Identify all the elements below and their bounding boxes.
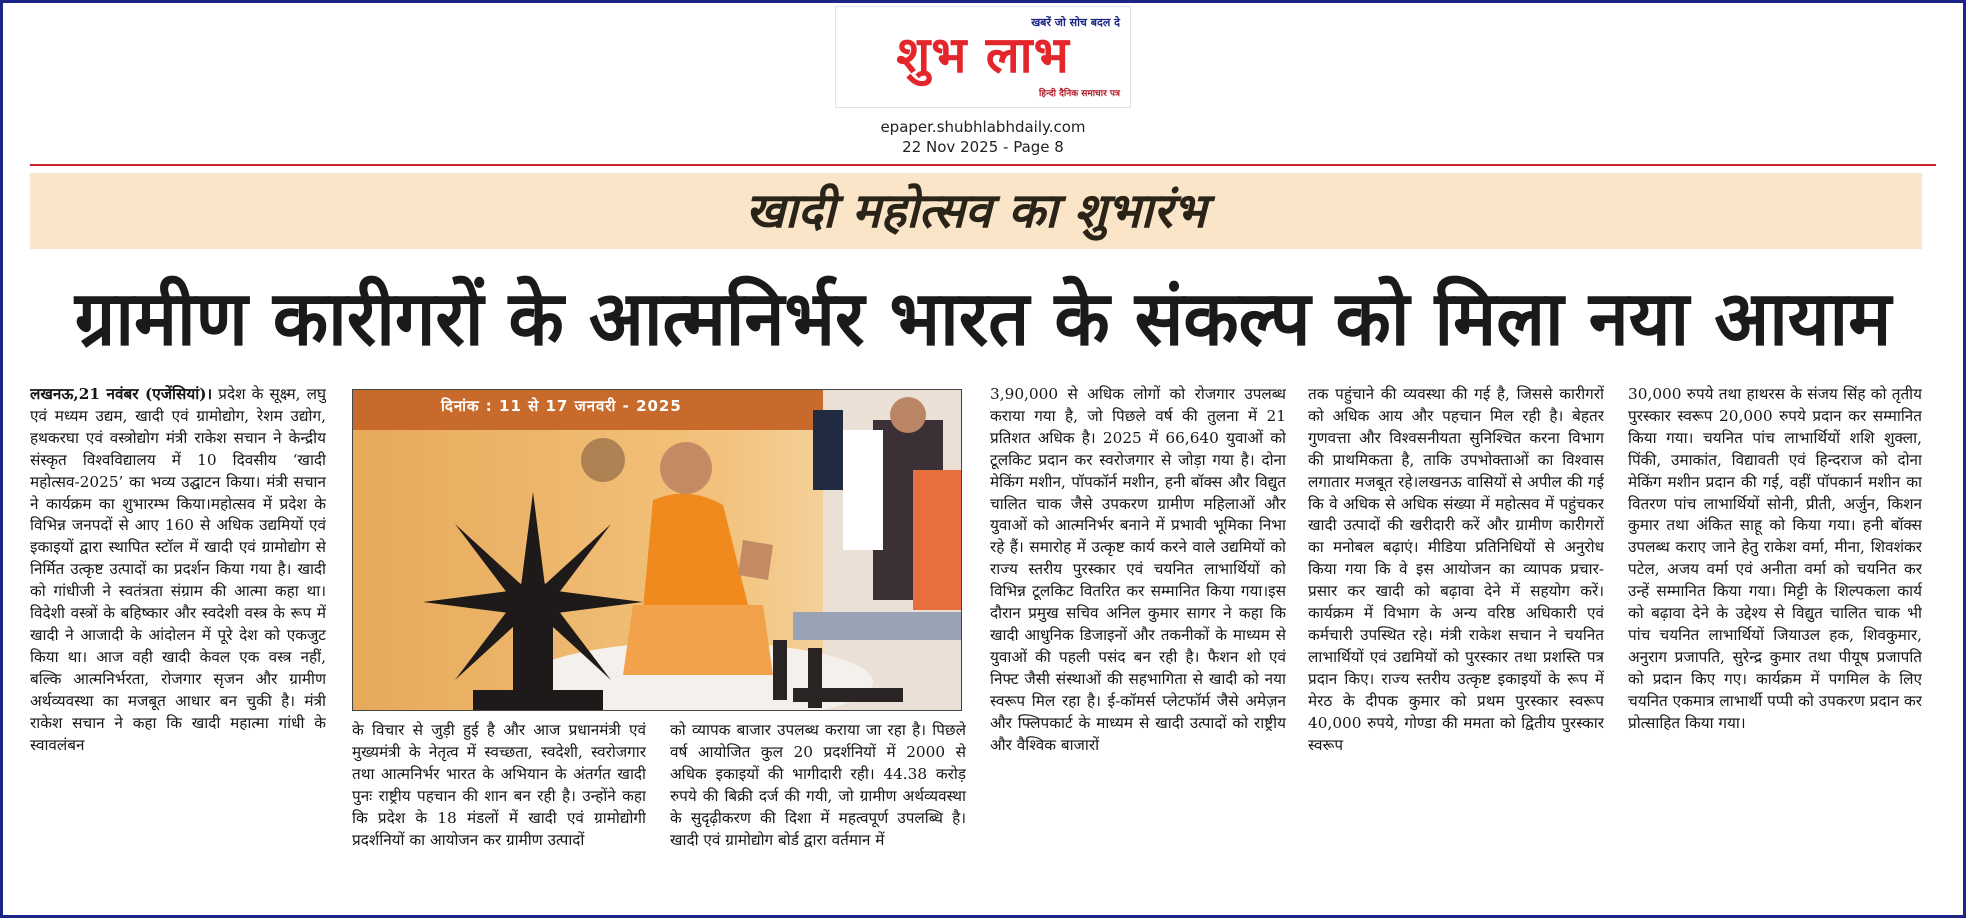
- photo-banner-text: दिनांक : 11 से 17 जनवरी - 2025: [441, 397, 682, 415]
- logo-subline: हिन्दी दैनिक समाचार पत्र: [1038, 89, 1120, 99]
- article-dateline: लखनऊ,21 नवंबर (एजेंसियां)।: [30, 385, 213, 403]
- column-6-text: 30,000 रुपये तथा हाथरस के संजय सिंह को तृतीय पुरस्कार स्वरूप 20,000 रुपये प्रदान कर सम्मानित किया गया। चयनित पांच लाभार्थियों शशि शुक्ला, पिंकी, उमाकांत, विद्यावती एवं हिन्दराज को दोना मेकिंग मशीन प्रदान की गई, वहीं पॉपकार्न मशीन का वितरण पांच लाभार्थियों सोनी, प्रीती, अर्जुन, किशन कुमार तथा अंकित साहू को किया गया। हनी बॉक्स उपलब्ध कराए जाने हेतु राकेश वर्मा, मीना, शिवशंकर पटेल, अजय वर्मा एवं अनीता वर्मा को चयनित कर उन्हें सम्मानित किया गया। मिट्टी के शिल्पकला कार्य को बढ़ावा देने के उद्देश्य से विद्युत चालित चाक भी पांच चयनित लाभार्थियों जियाउल हक, शिवकुमार, अनुराग प्रजापति, सुरेन्द्र कुमार तथा पीयूष प्रजापति को प्रदान किए गए। कार्यक्रम में पगमिल के लिए चयनित एकमात्र लाभार्थी पप्पी को उपकरण प्रदान कर प्रोत्साहित किया गया।: [1628, 385, 1922, 732]
- article-kicker: खादी महोत्सव का शुभारंभ: [745, 183, 1207, 239]
- article-column-6: [1628, 384, 1922, 910]
- article-column-5: [1308, 384, 1604, 910]
- article-headline: ग्रामीण कारीगरों के आत्मनिर्भर भारत के संकल्प को मिला नया आयाम: [74, 273, 1892, 363]
- masthead-divider: [30, 164, 1936, 166]
- epaper-url[interactable]: epaper.shubhlabhdaily.com: [880, 118, 1086, 136]
- newspaper-logo[interactable]: [835, 6, 1131, 108]
- column-1-text: प्रदेश के सूक्ष्म, लघु एवं मध्यम उद्यम, खादी एवं ग्रामोद्योग, रेशम उद्योग, हथकरघा एवं वस्त्रोद्योग मंत्री राकेश सचान ने केन्द्रीय संस्कृत विश्वविद्यालय में 10 दिवसीय ‘खादी महोत्सव-2025’ का भव्य उद्घाटन किया। मंत्री सचान ने कार्यक्रम का शुभारम्भ किया।महोत्सव में प्रदेश के विभिन्न जनपदों से आए 160 से अधिक उद्यमियों एवं इकाइयों द्वारा स्थापित स्टॉल में खादी एवं ग्रामोद्योग से निर्मित उत्कृष्ट उत्पादों का प्रदर्शन किया गया है। खादी को गांधीजी ने स्वतंत्रता संग्राम की आत्मा कहा था। विदेशी वस्त्रों के बहिष्कार और स्वदेशी वस्त्र के रूप में खादी ने आजादी के आंदोलन में पूरे देश को एकजुट किया था। आज वही खादी केवल एक वस्त्र नहीं, बल्कि आत्मनिर्भरता, रोजगार सृजन और ग्रामीण अर्थव्यवस्था का मजबूत आधार बन चुकी है। मंत्री राकेश सचान ने कहा कि खादी महात्मा गांधी के स्वावलंबन: [30, 385, 326, 754]
- article-column-2: [352, 720, 646, 910]
- logo-tagline: खबरें जो सोच बदल दे: [1031, 16, 1120, 29]
- edition-date-page: 22 Nov 2025 - Page 8: [902, 138, 1064, 156]
- article-column-3: [670, 720, 966, 910]
- kicker-band: [30, 173, 1922, 249]
- event-photo-illustration: [353, 390, 962, 711]
- column-4-text: 3,90,000 से अधिक लोगों को रोजगार उपलब्ध कराया गया है, जो पिछले वर्ष की तुलना में 21 प्रतिशत अधिक है। 2025 में 66,640 युवाओं को टूलकिट प्रदान कर स्वरोजगार से जोड़ा गया है। दोना मेकिंग मशीन, पॉपकॉर्न मशीन, हनी बॉक्स और विद्युत चालित चाक जैसे उपकरण ग्रामीण महिलाओं और युवाओं को आत्मनिर्भर बनाने में प्रभावी भूमिका निभा रहे हैं। समारोह में उत्कृष्ट कार्य करने वाले उद्यमियों को राज्य स्तरीय पुरस्कार एवं चयनित लाभार्थियों को विभिन्न टूलकिट वितरित कर सम्मानित किया गया।इस दौरान प्रमुख सचिव अनिल कुमार सागर ने कहा कि खादी आधुनिक डिजाइनों और तकनीकों के माध्यम से युवाओं की पहली पसंद बन रही है। फैशन शो एवं निफ्ट जैसी संस्थाओं की सहभागिता से खादी को नया स्वरूप मिल रहा है। ई-कॉमर्स प्लेटफॉर्म जैसे अमेज़न और फ्लिपकार्ट के माध्यम से खादी उत्पादों को राष्ट्रीय और वैश्विक बाजारों: [990, 385, 1286, 754]
- column-2-text: के विचार से जुड़ी हुई है और आज प्रधानमंत्री एवं मुख्यमंत्री के नेतृत्व में स्वच्छता, स्वदेशी, स्वरोजगार तथा आत्मनिर्भर भारत के अभियान के अंतर्गत खादी पुनः राष्ट्रीय पहचान की शान बन रही है। उन्होंने कहा कि प्रदेश के 18 मंडलों में खादी एवं ग्रामोद्योगी प्रदर्शनियों का आयोजन कर ग्रामीण उत्पादों: [352, 721, 646, 849]
- article-photo: [352, 389, 962, 711]
- masthead: [0, 6, 1966, 112]
- logo-wordmark: शुभ लाभ: [896, 26, 1070, 84]
- article-column-4: [990, 384, 1286, 910]
- column-5-text: तक पहुंचाने की व्यवस्था की गई है, जिससे कारीगरों को अधिक आय और पहचान मिल रही है। बेहतर गुणवत्ता और विश्वसनीयता सुनिश्चित करना विभाग की प्राथमिकता है, ताकि उपभोक्ताओं का विश्वास लगातार मजबूत रहे।लखनऊ वासियों से अपील की गई कि वे अधिक से अधिक संख्या में महोत्सव में पहुंचकर खादी उत्पादों की खरीदारी करें और ग्रामीण कारीगरों का मनोबल बढ़ाएं। मीडिया प्रतिनिधियों से अनुरोध किया गया कि वे इस आयोजन का व्यापक प्रचार-प्रसार कर खादी को बढ़ावा देने में सहयोग करें। कार्यक्रम में विभाग के अन्य वरिष्ठ अधिकारी एवं कर्मचारी उपस्थित रहे। मंत्री राकेश सचान ने चयनित लाभार्थियों एवं उद्यमियों को पुरस्कार तथा प्रशस्ति पत्र प्रदान किए। राज्य स्तरीय उत्कृष्ट इकाइयों के रूप में मेरठ के दीपक कुमार को प्रथम पुरस्कार स्वरूप 40,000 रुपये, गोण्डा की ममता को द्वितीय पुरस्कार स्वरूप: [1308, 385, 1604, 754]
- article-column-1: [30, 384, 326, 910]
- column-3-text: को व्यापक बाजार उपलब्ध कराया जा रहा है। पिछले वर्ष आयोजित कुल 20 प्रदर्शनियों में 2000 से अधिक इकाइयों की भागीदारी रही। 44.38 करोड़ रुपये की बिक्री दर्ज की गयी, जो ग्रामीण अर्थव्यवस्था के सुदृढ़ीकरण की दिशा में महत्वपूर्ण उपलब्धि है। खादी एवं ग्रामोद्योग बोर्ड द्वारा वर्तमान में: [670, 721, 966, 849]
